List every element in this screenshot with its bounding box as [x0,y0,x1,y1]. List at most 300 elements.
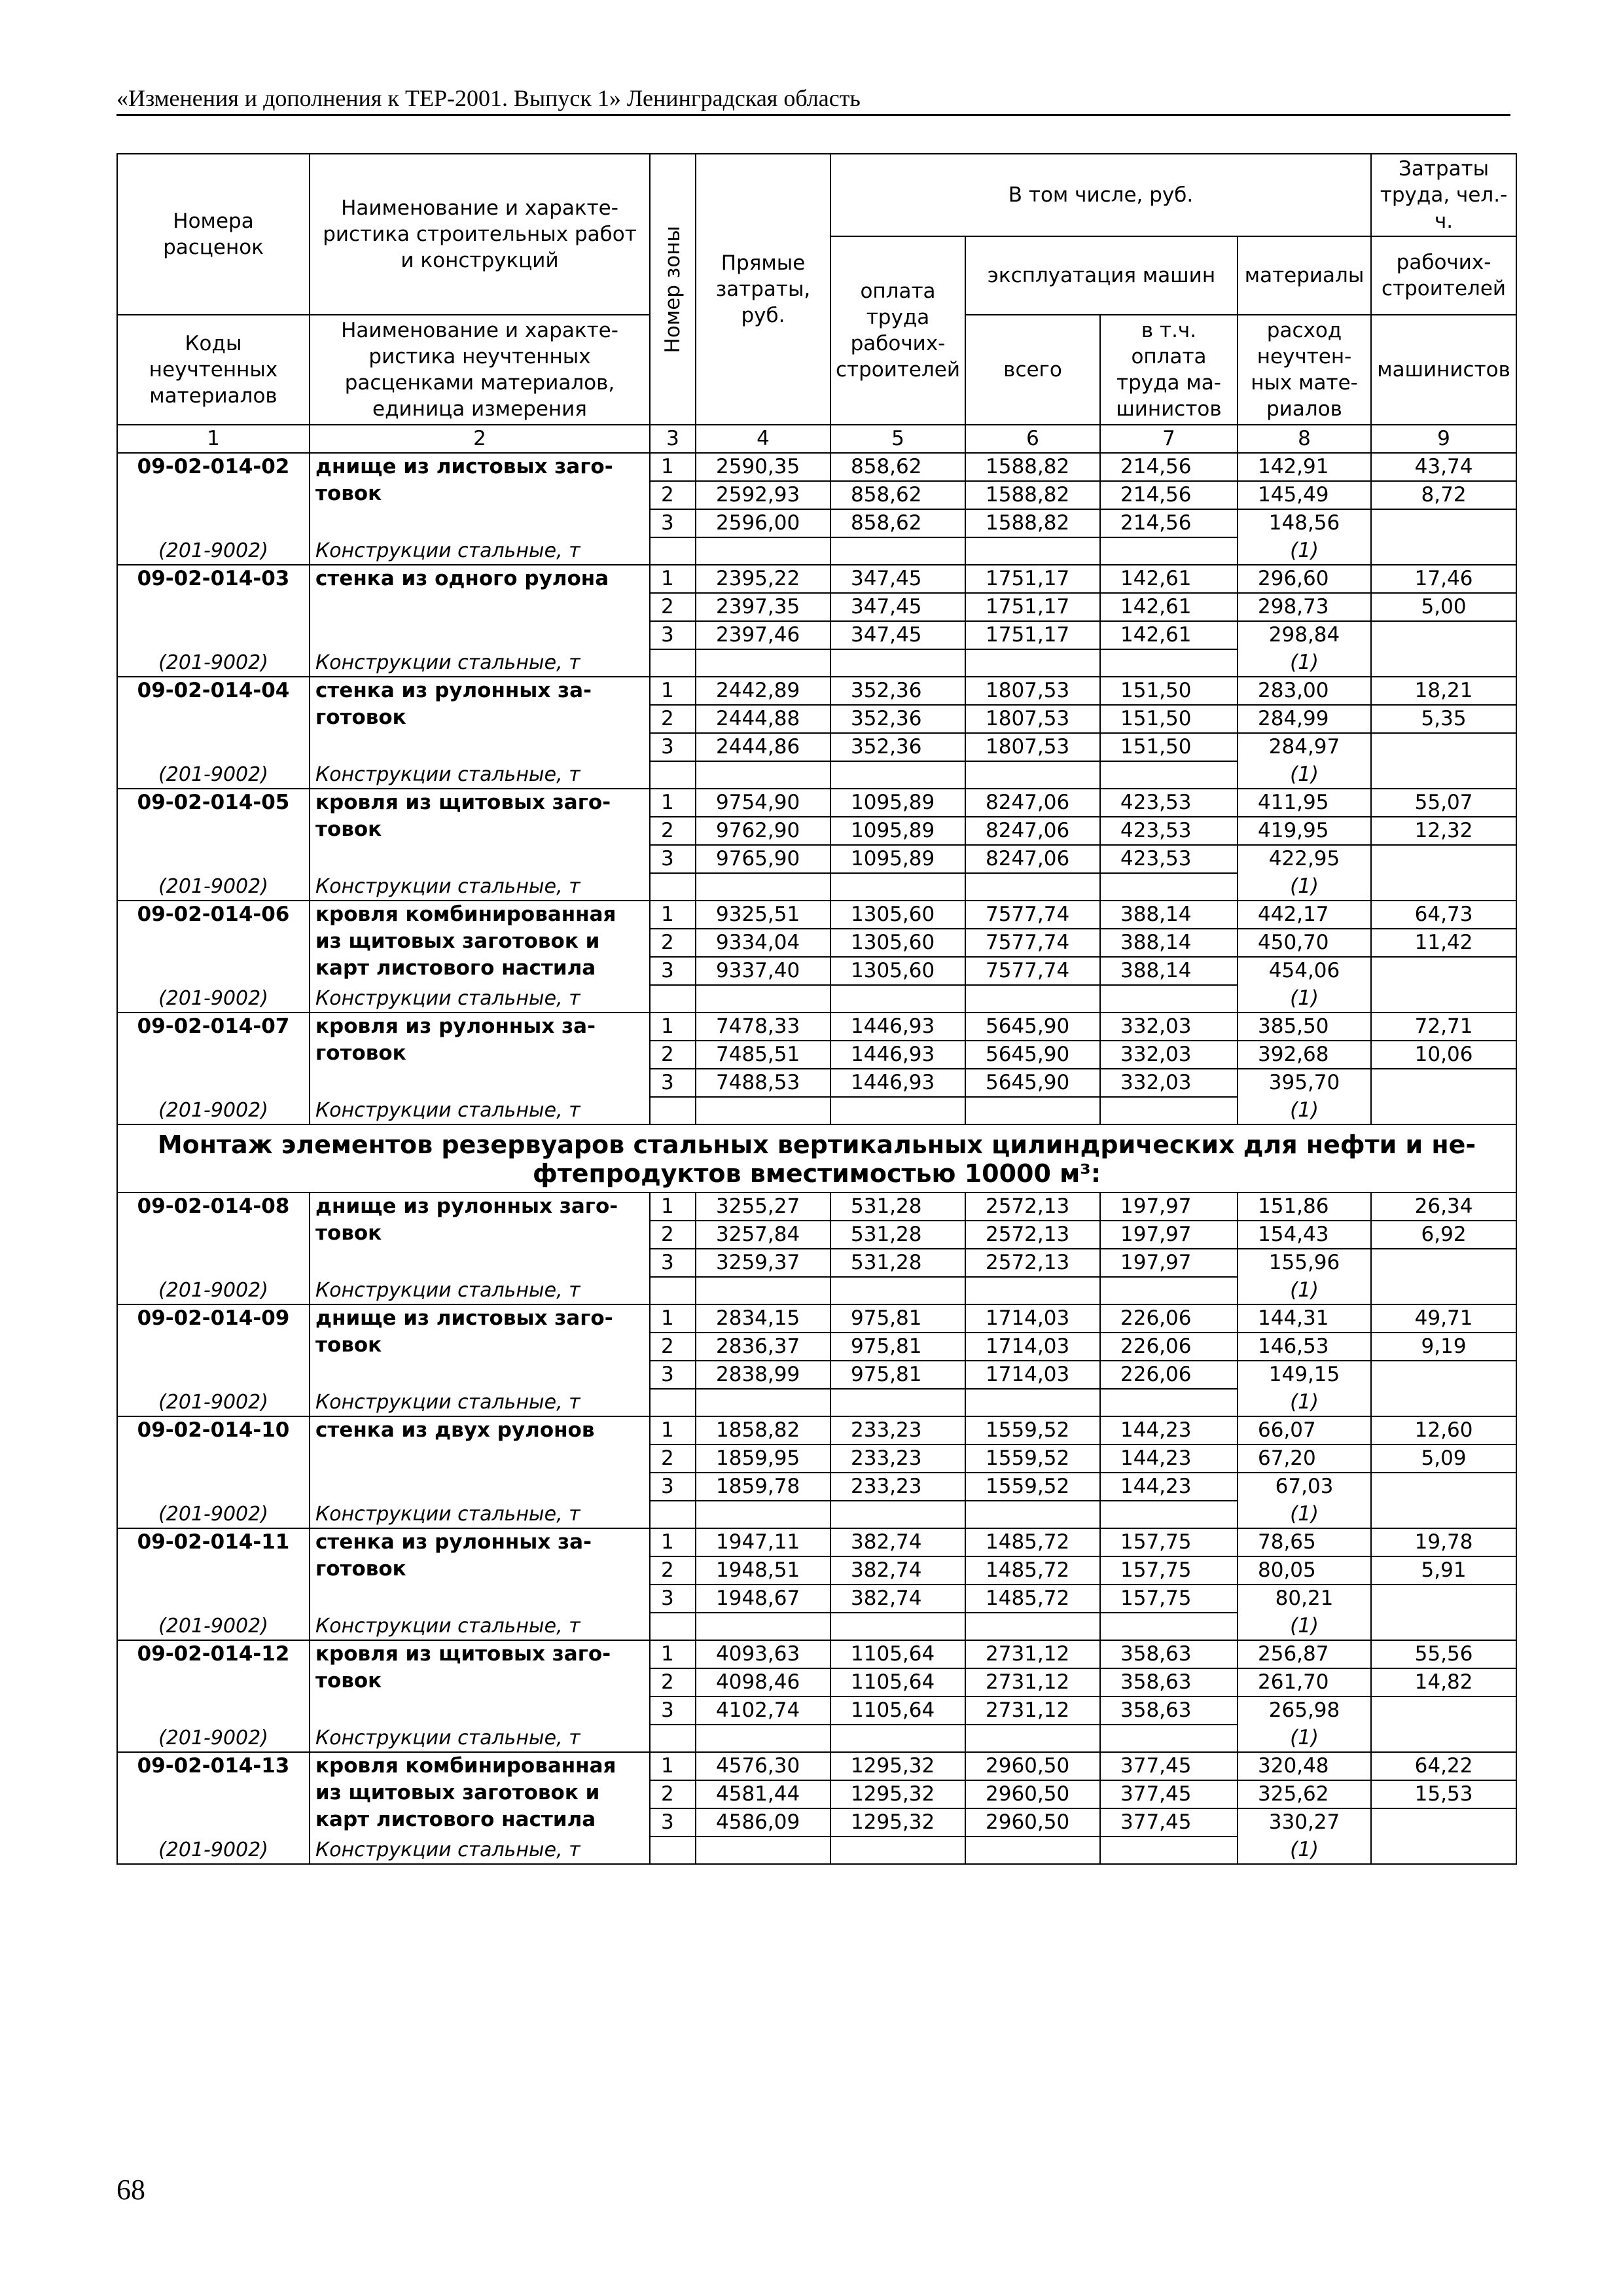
materials-value: 261,70 [1238,1668,1371,1696]
material-name: Конструкции стальные, т [310,1725,650,1752]
zone-number: 2 [650,1668,696,1696]
operator-wages-value: 388,14 [1100,901,1238,929]
operator-wages-value: 358,63 [1100,1696,1238,1725]
empty-cell [965,1613,1100,1640]
empty-cell [965,1837,1100,1864]
material-quantity: (1) [1238,1097,1371,1124]
zone-number: 3 [650,1361,696,1389]
labor-value: 18,21 [1371,677,1516,705]
zone-number: 1 [650,1013,696,1041]
operator-wages-value: 144,23 [1100,1416,1238,1444]
direct-cost-value: 2836,37 [696,1333,830,1361]
zone-number: 1 [650,1416,696,1444]
wages-value: 1446,93 [830,1013,965,1041]
operator-wages-value: 332,03 [1100,1041,1238,1069]
machine-total-value: 1485,72 [965,1585,1100,1613]
materials-value: 450,70 [1238,929,1371,957]
material-code: (201-9002) [117,537,310,565]
materials-value: 298,73 [1238,593,1371,621]
materials-value: 298,84 [1238,621,1371,649]
direct-cost-value: 3259,37 [696,1249,830,1277]
wages-value: 347,45 [830,621,965,649]
empty-cell [650,1097,696,1124]
labor-value: 64,22 [1371,1752,1516,1780]
empty-cell [1100,1725,1238,1752]
machine-total-value: 5645,90 [965,1013,1100,1041]
machine-total-value: 1559,52 [965,1473,1100,1501]
direct-cost-value: 2397,46 [696,621,830,649]
empty-cell [965,1725,1100,1752]
column-number: 7 [1100,425,1238,453]
table-row [117,565,1516,593]
material-name: Конструкции стальные, т [310,1097,650,1124]
wages-value: 347,45 [830,593,965,621]
material-code: (201-9002) [117,1725,310,1752]
material-quantity: (1) [1238,537,1371,565]
operator-wages-value: 157,75 [1100,1585,1238,1613]
wages-value: 1295,32 [830,1808,965,1837]
empty-cell [830,985,965,1013]
wages-value: 858,62 [830,509,965,537]
wages-value: 233,23 [830,1416,965,1444]
wages-value: 531,28 [830,1249,965,1277]
direct-cost-value: 2592,93 [696,481,830,509]
column-number: 4 [696,425,830,453]
wages-value: 233,23 [830,1473,965,1501]
empty-cell [965,985,1100,1013]
materials-value: 284,97 [1238,733,1371,761]
empty-cell [830,1501,965,1528]
material-quantity: (1) [1238,1725,1371,1752]
column-number: 6 [965,425,1100,453]
header-material-codes: Коды неучтенных материалов [117,315,310,425]
empty-cell [696,537,830,565]
wages-value: 858,62 [830,453,965,481]
material-name: Конструкции стальные, т [310,1501,650,1528]
materials-value: 80,05 [1238,1556,1371,1585]
labor-value [1371,733,1516,789]
wages-value: 233,23 [830,1444,965,1473]
material-row [117,1613,1516,1640]
rate-code: 09-02-014-07 [117,1013,310,1097]
machine-total-value: 1807,53 [965,733,1100,761]
empty-cell [696,1613,830,1640]
direct-cost-value: 2395,22 [696,565,830,593]
machine-total-value: 1807,53 [965,677,1100,705]
wages-value: 382,74 [830,1528,965,1556]
machine-total-value: 8247,06 [965,845,1100,873]
header-codes: Номера расценок [117,154,310,315]
operator-wages-value: 151,50 [1100,733,1238,761]
material-code: (201-9002) [117,1837,310,1864]
direct-cost-value: 3257,84 [696,1221,830,1249]
labor-value [1371,1696,1516,1752]
work-name: кровля из рулонных заготовок [310,1013,650,1097]
empty-cell [696,1837,830,1864]
wages-value: 1105,64 [830,1640,965,1668]
zone-number: 3 [650,1249,696,1277]
labor-value [1371,1249,1516,1304]
empty-cell [1100,649,1238,677]
wages-value: 382,74 [830,1556,965,1585]
materials-value: 422,95 [1238,845,1371,873]
materials-value: 142,91 [1238,453,1371,481]
wages-value: 1446,93 [830,1041,965,1069]
empty-cell [650,649,696,677]
table-row [117,1013,1516,1041]
operator-wages-value: 214,56 [1100,481,1238,509]
rate-code: 09-02-014-12 [117,1640,310,1725]
header-names: Наименование и характеристика строительных работ и конструкций [310,154,650,315]
machine-total-value: 5645,90 [965,1069,1100,1097]
work-name: стенка из одного рулона [310,565,650,649]
materials-value: 395,70 [1238,1069,1371,1097]
machine-total-value: 7577,74 [965,929,1100,957]
empty-cell [965,761,1100,789]
labor-value: 5,91 [1371,1556,1516,1585]
material-quantity: (1) [1238,985,1371,1013]
wages-value: 975,81 [830,1304,965,1333]
zone-number: 2 [650,593,696,621]
machine-total-value: 1485,72 [965,1528,1100,1556]
operator-wages-value: 358,63 [1100,1668,1238,1696]
rate-code: 09-02-014-09 [117,1304,310,1389]
wages-value: 1446,93 [830,1069,965,1097]
zone-number: 2 [650,1780,696,1808]
materials-value: 454,06 [1238,957,1371,985]
zone-number: 1 [650,565,696,593]
operator-wages-value: 423,53 [1100,845,1238,873]
rate-code: 09-02-014-13 [117,1752,310,1837]
section-title-row [117,1124,1516,1193]
empty-cell [965,1389,1100,1416]
empty-cell [965,1501,1100,1528]
table-row [117,1304,1516,1333]
material-row [117,1277,1516,1304]
header-operator-wages: в т.ч. оплата труда машинистов [1100,315,1238,425]
materials-value: 67,03 [1238,1473,1371,1501]
direct-cost-value: 1859,95 [696,1444,830,1473]
materials-value: 411,95 [1238,789,1371,817]
machine-total-value: 1559,52 [965,1416,1100,1444]
column-number: 8 [1238,425,1371,453]
machine-total-value: 8247,06 [965,789,1100,817]
machine-total-value: 1751,17 [965,565,1100,593]
empty-cell [830,1837,965,1864]
labor-value: 72,71 [1371,1013,1516,1041]
zone-number: 3 [650,1808,696,1837]
direct-cost-value: 9325,51 [696,901,830,929]
labor-value: 11,42 [1371,929,1516,957]
empty-cell [1100,1389,1238,1416]
wages-value: 1295,32 [830,1780,965,1808]
rate-code: 09-02-014-06 [117,901,310,985]
zone-number: 1 [650,901,696,929]
zone-number: 3 [650,1069,696,1097]
machine-total-value: 7577,74 [965,901,1100,929]
empty-cell [830,873,965,901]
material-name: Конструкции стальные, т [310,649,650,677]
machine-total-value: 1751,17 [965,593,1100,621]
empty-cell [650,1389,696,1416]
direct-cost-value: 9337,40 [696,957,830,985]
material-code: (201-9002) [117,985,310,1013]
wages-value: 1095,89 [830,845,965,873]
material-name: Конструкции стальные, т [310,761,650,789]
zone-number: 3 [650,1473,696,1501]
material-quantity: (1) [1238,1277,1371,1304]
empty-cell [650,1725,696,1752]
empty-cell [830,1277,965,1304]
zone-number: 3 [650,1585,696,1613]
work-name: кровля из щитовых заготовок [310,1640,650,1725]
direct-cost-value: 2590,35 [696,453,830,481]
wages-value: 1105,64 [830,1668,965,1696]
operator-wages-value: 377,45 [1100,1752,1238,1780]
zone-number: 2 [650,481,696,509]
materials-value: 149,15 [1238,1361,1371,1389]
zone-number: 1 [650,453,696,481]
zone-number: 3 [650,509,696,537]
wages-value: 382,74 [830,1585,965,1613]
empty-cell [650,1837,696,1864]
column-number: 9 [1371,425,1516,453]
header-machines-total: всего [965,315,1100,425]
zone-number: 2 [650,1333,696,1361]
machine-total-value: 1751,17 [965,621,1100,649]
zone-number: 1 [650,677,696,705]
empty-cell [696,873,830,901]
material-code: (201-9002) [117,1389,310,1416]
material-quantity: (1) [1238,1389,1371,1416]
table-row [117,453,1516,481]
zone-number: 3 [650,733,696,761]
zone-number: 2 [650,929,696,957]
table-row [117,1528,1516,1556]
labor-value [1371,1069,1516,1124]
operator-wages-value: 377,45 [1100,1780,1238,1808]
machine-total-value: 1559,52 [965,1444,1100,1473]
empty-cell [650,1613,696,1640]
labor-value: 9,19 [1371,1333,1516,1361]
rate-code: 09-02-014-03 [117,565,310,649]
work-name: кровля комбинированная из щитовых заготовок и карт листового настила [310,901,650,985]
material-row [117,1837,1516,1864]
wages-value: 1295,32 [830,1752,965,1780]
materials-value: 325,62 [1238,1780,1371,1808]
column-number: 2 [310,425,650,453]
direct-cost-value: 4581,44 [696,1780,830,1808]
labor-value: 5,35 [1371,705,1516,733]
operator-wages-value: 142,61 [1100,565,1238,593]
direct-cost-value: 2442,89 [696,677,830,705]
material-quantity: (1) [1238,761,1371,789]
machine-total-value: 2960,50 [965,1752,1100,1780]
materials-value: 284,99 [1238,705,1371,733]
empty-cell [965,1277,1100,1304]
empty-cell [830,1097,965,1124]
wages-value: 531,28 [830,1193,965,1221]
operator-wages-value: 226,06 [1100,1333,1238,1361]
material-row [117,1725,1516,1752]
empty-cell [1100,1097,1238,1124]
material-name: Конструкции стальные, т [310,1837,650,1864]
labor-value: 43,74 [1371,453,1516,481]
direct-cost-value: 2838,99 [696,1361,830,1389]
header-material-consumption: расход неучтенных материалов [1238,315,1371,425]
zone-number: 2 [650,1556,696,1585]
empty-cell [696,1097,830,1124]
table-row [117,1416,1516,1444]
direct-cost-value: 4586,09 [696,1808,830,1837]
materials-value: 320,48 [1238,1752,1371,1780]
work-name: кровля комбинированная из щитовых заготовок и карт листового настила [310,1752,650,1837]
materials-value: 78,65 [1238,1528,1371,1556]
machine-total-value: 5645,90 [965,1041,1100,1069]
labor-value: 14,82 [1371,1668,1516,1696]
labor-value [1371,1808,1516,1864]
direct-cost-value: 1948,51 [696,1556,830,1585]
empty-cell [1100,985,1238,1013]
header-direct-costs: Прямые затраты, руб. [696,154,830,425]
operator-wages-value: 197,97 [1100,1221,1238,1249]
materials-value: 145,49 [1238,481,1371,509]
operator-wages-value: 423,53 [1100,789,1238,817]
table-body [117,425,1516,1864]
operator-wages-value: 388,14 [1100,957,1238,985]
operator-wages-value: 423,53 [1100,817,1238,845]
labor-value: 64,73 [1371,901,1516,929]
machine-total-value: 2572,13 [965,1193,1100,1221]
table-row [117,1193,1516,1221]
zone-number: 1 [650,789,696,817]
work-name: днище из листовых заготовок [310,1304,650,1389]
operator-wages-value: 144,23 [1100,1473,1238,1501]
wages-value: 858,62 [830,481,965,509]
page-header-title: «Изменения и дополнения к ТЕР-2001. Выпуск 1» Ленинградская область [116,84,1510,116]
column-number: 1 [117,425,310,453]
direct-cost-value: 4576,30 [696,1752,830,1780]
machine-total-value: 1714,03 [965,1333,1100,1361]
header-operators: машинистов [1371,315,1516,425]
machine-total-value: 1807,53 [965,705,1100,733]
direct-cost-value: 9765,90 [696,845,830,873]
direct-cost-value: 9754,90 [696,789,830,817]
header-zone: Номер зоны [650,154,696,425]
empty-cell [650,761,696,789]
operator-wages-value: 388,14 [1100,929,1238,957]
operator-wages-value: 332,03 [1100,1013,1238,1041]
machine-total-value: 1714,03 [965,1361,1100,1389]
section-title: Монтаж элементов резервуаров стальных вертикальных цилиндрических для нефти и нефтепродуктов вместимостью 10000 м³: [117,1124,1516,1193]
materials-value: 419,95 [1238,817,1371,845]
empty-cell [650,873,696,901]
operator-wages-value: 151,50 [1100,705,1238,733]
materials-value: 330,27 [1238,1808,1371,1837]
empty-cell [696,1501,830,1528]
material-row [117,1501,1516,1528]
labor-value: 55,07 [1371,789,1516,817]
empty-cell [650,985,696,1013]
header-material-names: Наименование и характеристика неучтенных расценками материалов, единица измерения [310,315,650,425]
rate-code: 09-02-014-05 [117,789,310,873]
machine-total-value: 1588,82 [965,481,1100,509]
material-code: (201-9002) [117,1097,310,1124]
wages-value: 975,81 [830,1333,965,1361]
material-quantity: (1) [1238,873,1371,901]
material-code: (201-9002) [117,873,310,901]
wages-value: 531,28 [830,1221,965,1249]
page-number: 68 [116,2174,145,2206]
labor-value: 49,71 [1371,1304,1516,1333]
work-name: днище из рулонных заготовок [310,1193,650,1277]
operator-wages-value: 144,23 [1100,1444,1238,1473]
material-row [117,985,1516,1013]
header-machines: эксплуатация машин [965,236,1238,315]
direct-cost-value: 1859,78 [696,1473,830,1501]
table-row [117,677,1516,705]
table-row [117,901,1516,929]
zone-number: 3 [650,957,696,985]
wages-value: 352,36 [830,733,965,761]
header-wages: оплата труда рабочих-строителей [830,236,965,425]
operator-wages-value: 142,61 [1100,621,1238,649]
header-materials: материалы [1238,236,1371,315]
column-number: 5 [830,425,965,453]
wages-value: 352,36 [830,677,965,705]
machine-total-value: 8247,06 [965,817,1100,845]
operator-wages-value: 226,06 [1100,1304,1238,1333]
labor-value: 8,72 [1371,481,1516,509]
zone-number: 2 [650,1444,696,1473]
material-row [117,873,1516,901]
rates-table [116,153,1517,1865]
labor-value: 55,56 [1371,1640,1516,1668]
empty-cell [1100,873,1238,901]
zone-number: 1 [650,1752,696,1780]
empty-cell [1100,1613,1238,1640]
wages-value: 1095,89 [830,789,965,817]
labor-value: 19,78 [1371,1528,1516,1556]
table-row [117,1752,1516,1780]
zone-number: 1 [650,1528,696,1556]
material-code: (201-9002) [117,1277,310,1304]
labor-value: 15,53 [1371,1780,1516,1808]
table-header [117,154,1516,425]
rate-code: 09-02-014-02 [117,453,310,537]
labor-value: 5,09 [1371,1444,1516,1473]
empty-cell [696,1725,830,1752]
direct-cost-value: 1947,11 [696,1528,830,1556]
empty-cell [650,1501,696,1528]
operator-wages-value: 157,75 [1100,1556,1238,1585]
material-row [117,649,1516,677]
empty-cell [696,649,830,677]
empty-cell [830,1725,965,1752]
operator-wages-value: 151,50 [1100,677,1238,705]
material-quantity: (1) [1238,649,1371,677]
materials-value: 80,21 [1238,1585,1371,1613]
empty-cell [1100,1837,1238,1864]
operator-wages-value: 377,45 [1100,1808,1238,1837]
work-name: стенка из двух рулонов [310,1416,650,1501]
materials-value: 155,96 [1238,1249,1371,1277]
direct-cost-value: 2834,15 [696,1304,830,1333]
header-including: В том числе, руб. [830,154,1371,236]
wages-value: 1305,60 [830,929,965,957]
materials-value: 283,00 [1238,677,1371,705]
materials-value: 256,87 [1238,1640,1371,1668]
